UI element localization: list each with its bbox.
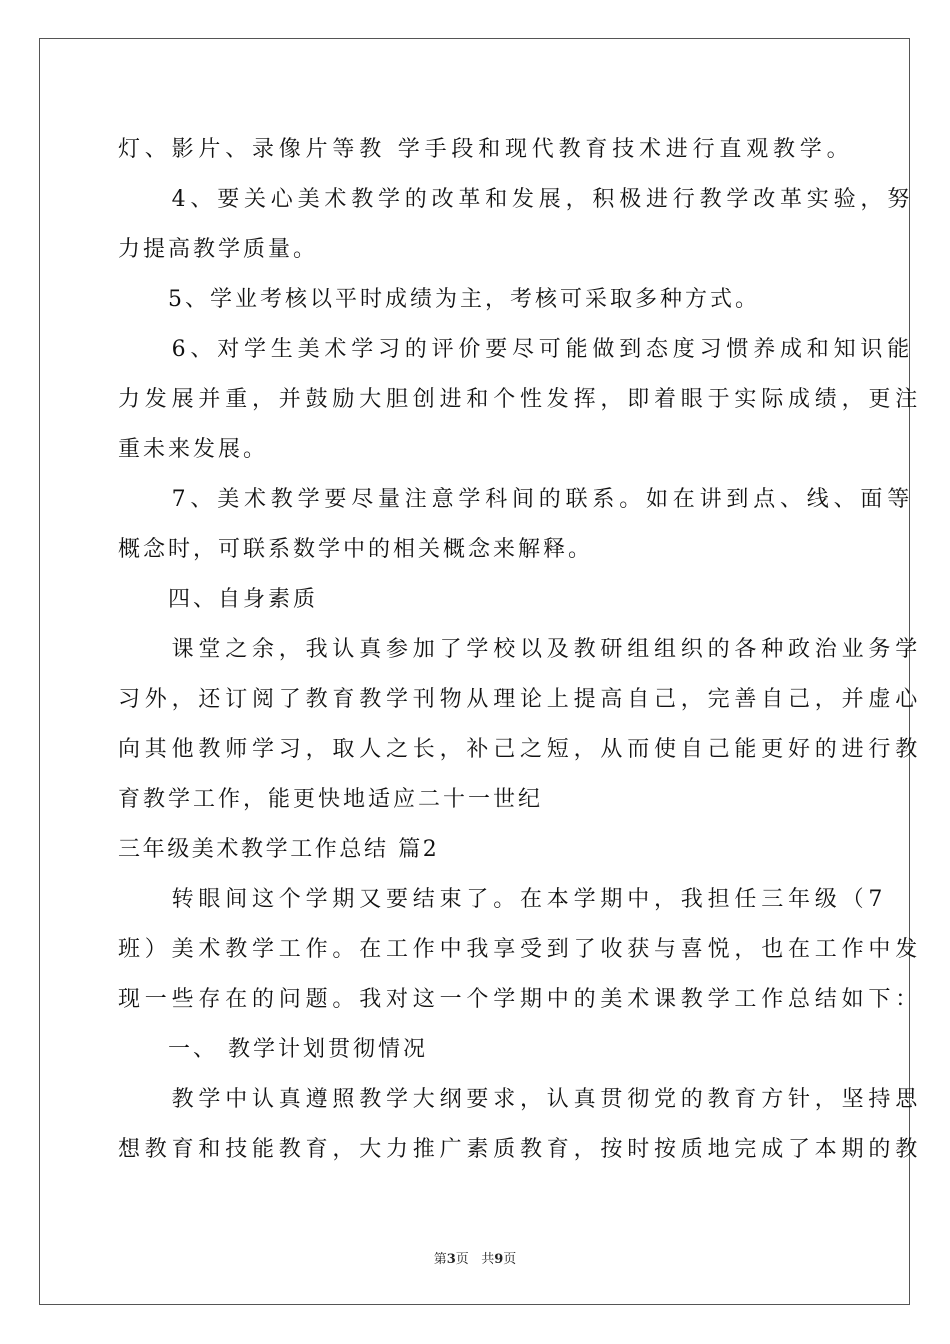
text-line-17: 班）美术教学工作。在工作中我享受到了收获与喜悦，也在工作中发	[118, 937, 923, 962]
text-line-2: 4、要关心美术教学的改革和发展，积极进行教学改革实验，努	[118, 187, 914, 212]
footer-total-prefix: 共	[481, 1252, 495, 1267]
text-line-12: 习外，还订阅了教育教学刊物从理论上提高自己，完善自己，并虚心	[118, 687, 923, 712]
article-title: 三年级美术教学工作总结 篇2	[118, 837, 440, 862]
text-line-3: 力提高教学质量。	[118, 237, 319, 262]
text-line-5: 6、对学生美术学习的评价要尽可能做到态度习惯养成和知识能	[118, 337, 914, 362]
text-line-6: 力发展并重，并鼓励大胆创进和个性发挥，即着眼于实际成绩，更注	[118, 387, 923, 412]
text-line-9: 概念时，可联系数学中的相关概念来解释。	[118, 537, 594, 562]
text-line-14: 育教学工作，能更快地适应二十一世纪	[118, 787, 544, 812]
text-line-16: 转眼间这个学期又要结束了。在本学期中，我担任三年级（7	[118, 887, 888, 912]
text-line-21: 想教育和技能教育，大力推广素质教育，按时按质地完成了本期的教	[118, 1137, 923, 1162]
text-line-18: 现一些存在的问题。我对这一个学期中的美术课教学工作总结如下：	[118, 987, 923, 1012]
footer-page-suffix: 页	[455, 1252, 469, 1267]
footer-page-number: 3	[446, 1252, 456, 1267]
page-footer	[0, 1248, 950, 1267]
text-line-20: 教学中认真遵照教学大纲要求，认真贯彻党的教育方针，坚持思	[118, 1087, 923, 1112]
text-line-13: 向其他教师学习，取人之长，补己之短，从而使自己能更好的进行教	[118, 737, 923, 762]
section-heading-self-quality: 四、自身素质	[118, 587, 319, 612]
text-line-8: 7、美术教学要尽量注意学科间的联系。如在讲到点、线、面等	[118, 487, 914, 512]
footer-total-suffix: 页	[503, 1252, 517, 1267]
footer-total-pages: 9	[494, 1252, 504, 1267]
text-line-4: 5、学业考核以平时成绩为主，考核可采取多种方式。	[118, 287, 760, 312]
text-line-7: 重未来发展。	[118, 437, 269, 462]
page-border	[39, 38, 910, 1305]
text-line-1: 灯、影片、录像片等教 学手段和现代教育技术进行直观教学。	[118, 137, 854, 162]
text-line-11: 课堂之余，我认真参加了学校以及教研组组织的各种政治业务学	[118, 637, 923, 662]
section-heading-teaching-plan: 一、 教学计划贯彻情况	[118, 1037, 428, 1062]
footer-page-prefix: 第	[433, 1252, 447, 1267]
